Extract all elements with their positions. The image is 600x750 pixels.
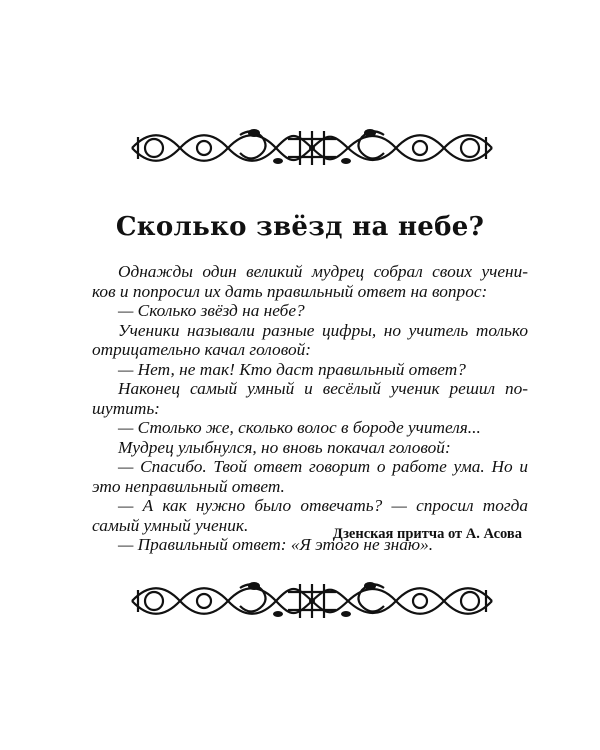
text-line: — Сколько звёзд на небе? [118, 301, 305, 320]
text-line: ков и попросил их дать правильный ответ на вопрос: [92, 281, 488, 301]
page-title: Сколько звёзд на небе? [115, 212, 485, 242]
text-line: Однажды один великий мудрец собрал своих учени- [118, 262, 528, 281]
text-line: шутить: [92, 398, 160, 418]
text-line: Наконец самый умный и весёлый ученик решил по- [118, 379, 528, 398]
text-line: Мудрец улыбнулся, но вновь покачал головой: [118, 437, 451, 457]
text-line: — Столько же, сколько волос в бороде учителя... [118, 418, 481, 437]
text-line: это неправильный ответ. [92, 476, 285, 496]
top-celtic-knot-ornament-icon [128, 125, 496, 171]
text-line: отрицательно качал головой: [92, 340, 312, 359]
attribution: Дзенская притча от А. Асова [332, 526, 522, 542]
text-line: — Нет, не так! Кто даст правильный ответ? [118, 359, 466, 379]
bottom-celtic-knot-ornament-icon [128, 578, 496, 624]
text-line: Ученики называли разные цифры, но учитель только [118, 320, 528, 340]
parable-text [92, 262, 528, 555]
text-line: самый умный ученик. [92, 515, 249, 535]
text-line: — Правильный ответ: «Я этого не знаю». [118, 535, 434, 554]
text-line: — Спасибо. Твой ответ говорит о работе ума. Но и [118, 457, 528, 476]
text-line: — А как нужно было отвечать? — спросил тогда [118, 496, 528, 515]
